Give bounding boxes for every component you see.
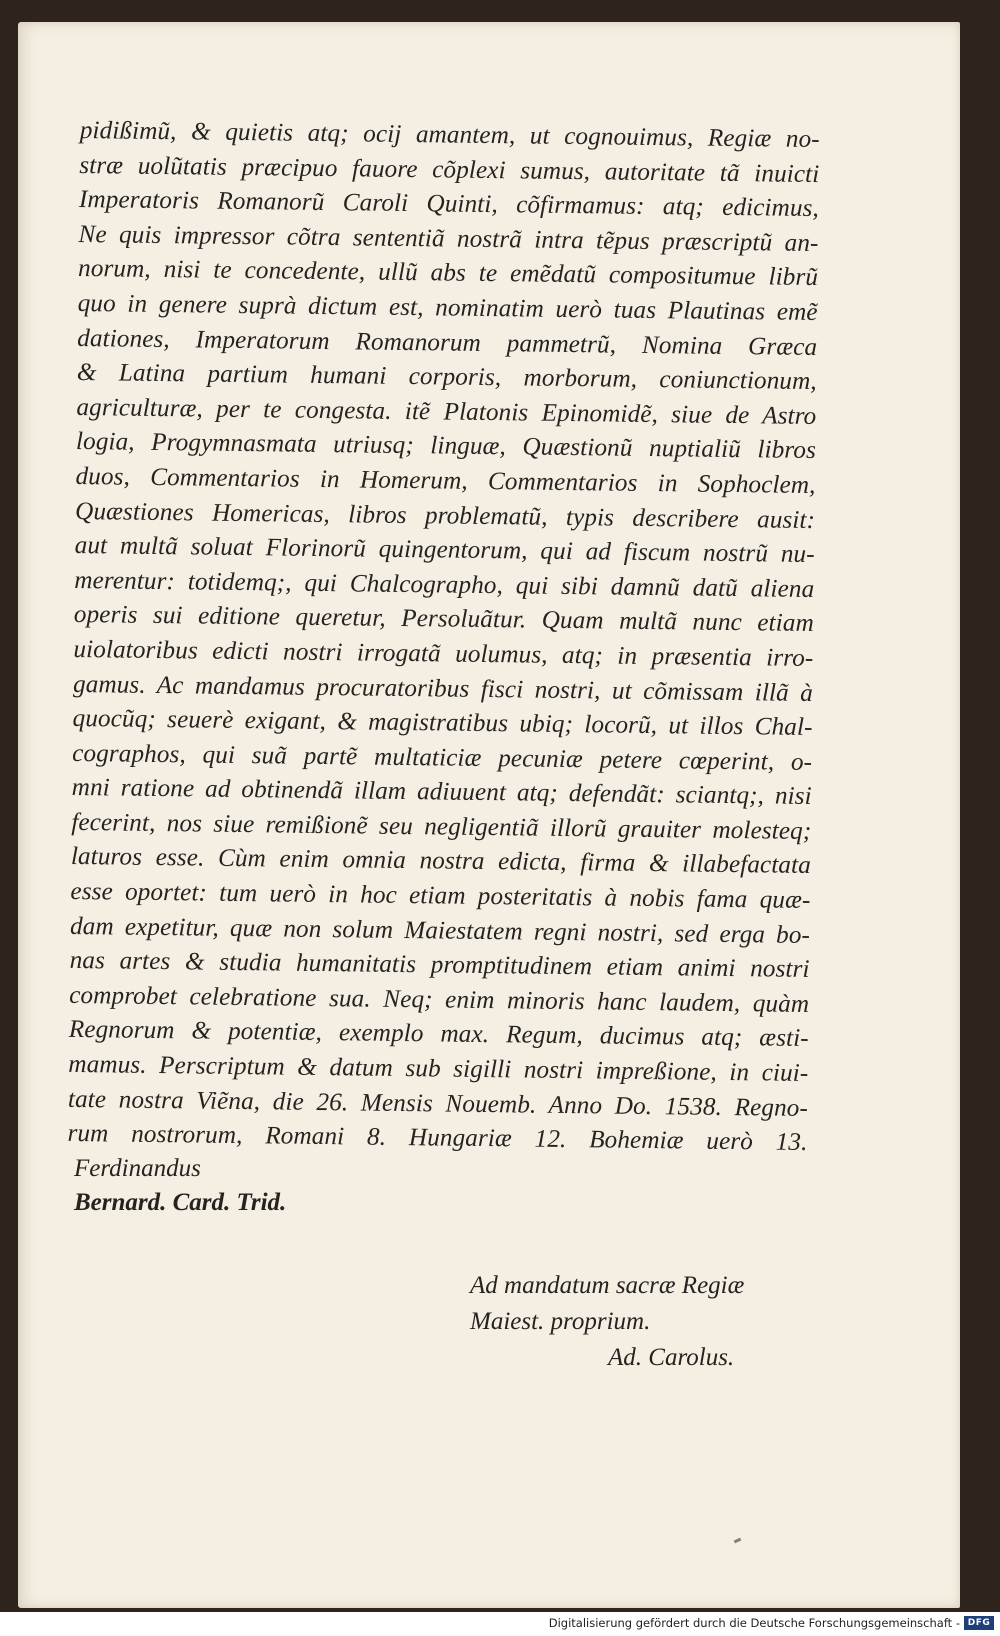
text-line: comprobet celebratione sua. Neq; enim minoris hanc laudem, quàm [69,981,810,1018]
text-line: Imperatoris Romanorũ Caroli Quinti, cõfirmamus: atq; edicimus, [78,186,820,223]
text-line: tate nostra Viẽna, die 26. Mensis Nouemb. Anno Do. 1538. Regno- [67,1085,809,1122]
text-line: fecerint, nos siue remißionẽ seu negligentiã illorũ grauiter molesteq; [71,808,812,845]
footer-credit: Digitalisierung gefördert durch die Deutsche Forschungsgemeinschaft - [548,1616,960,1630]
signature-bernard: Bernard. Card. Trid. [74,1189,287,1216]
text-line: merentur: totidemq;, qui Chalcographo, qui sibi damnũ datũ aliena [74,566,815,603]
text-line: agriculturæ, per te congesta. itẽ Platonis Epinomidẽ, siue de Astro [76,393,817,430]
mandate-block [470,1268,744,1376]
text-line: Quæstiones Homericas, libros problematũ, typis describere ausit: [74,497,816,534]
signature-block [74,1152,834,1220]
text-line: & Latina partium humani corporis, morborum, coniunctionum, [76,359,817,396]
dfg-logo-icon: DFG [964,1616,994,1630]
text-line: mamus. Perscriptum & datum sub sigilli nostri impreßione, in ciui- [68,1050,809,1087]
text-line: logia, Progymnasmata utriusq; linguæ, Quæstionũ nuptialiũ libros [75,428,817,465]
text-line: gamus. Ac mandamus procuratoribus fisci nostri, ut cõmissam illã à [72,670,814,707]
text-line: aut multã soluat Florinorũ quingentorum, qui ad fiscum nostrũ nu- [74,532,815,569]
text-line: esse oportet: tum uerò in hoc etiam posteritatis à nobis fama quæ- [70,878,811,915]
text-line: duos, Commentarios in Homerum, Commentarios in Sophoclem, [75,462,816,499]
text-line: cographos, qui suã partẽ multaticiæ pecuniæ petere cœperint, o- [72,739,813,776]
mandate-line-2: Maiest. proprium. [470,1308,651,1335]
text-line: mni ratione ad obtinendã illam adiuuent atq; defendãt: sciantq;, nisi [71,774,812,811]
text-line: uiolatoribus edicti nostri irrogatã uolumus, atq; in præsentia irro- [73,635,814,672]
text-line: stræ uolũtatis præcipuo fauore cõplexi sumus, autoritate tã inuicti [79,151,820,188]
text-line: norum, nisi te concedente, ullũ abs te emẽdatũ compositumue librũ [77,255,819,292]
text-line: dationes, Imperatorum Romanorum pammetrũ, Nomina Græca [77,324,818,361]
text-line: quocũq; seuerè exigant, & magistratibus ubiq; locorũ, ut illos Chal- [72,705,813,742]
privilege-text [67,114,820,1161]
page-text-area [67,114,820,1157]
text-line: laturos esse. Cùm enim omnia nostra edicta, firma & illabefactata [70,843,812,880]
text-line: quo in genere suprà dictum est, nominatim uerò tuas Plautinas emẽ [77,289,818,326]
mandate-signature: Ad. Carolus. [608,1344,735,1371]
text-line: dam expetitur, quæ non solum Maiestatem regni nostri, sed erga bo- [69,912,811,949]
digitization-footer [0,1612,1000,1636]
book-page [18,22,960,1608]
text-line: pidißimũ, & quietis atq; ocij amantem, ut cognouimus, Regiæ no- [79,116,820,154]
ink-speck [734,1538,742,1544]
mandate-line-1: Ad mandatum sacræ Regiæ [470,1272,745,1299]
signature-ferdinandus: Ferdinandus [74,1155,201,1182]
text-line: nas artes & studia humanitatis promptitudinem etiam animi nostri [69,947,810,984]
text-line: Ne quis impressor cõtra sententiã nostrã intra tẽpus præscriptũ an- [78,220,819,257]
text-line: rum nostrorum, Romani 8. Hungariæ 12. Bohemiæ uerò 13. [67,1120,808,1157]
text-line: Regnorum & potentiæ, exemplo max. Regum, ducimus atq; æsti- [68,1016,809,1053]
text-line: operis sui editione queretur, Persoluãtur. Quam multã nunc etiam [73,601,814,638]
